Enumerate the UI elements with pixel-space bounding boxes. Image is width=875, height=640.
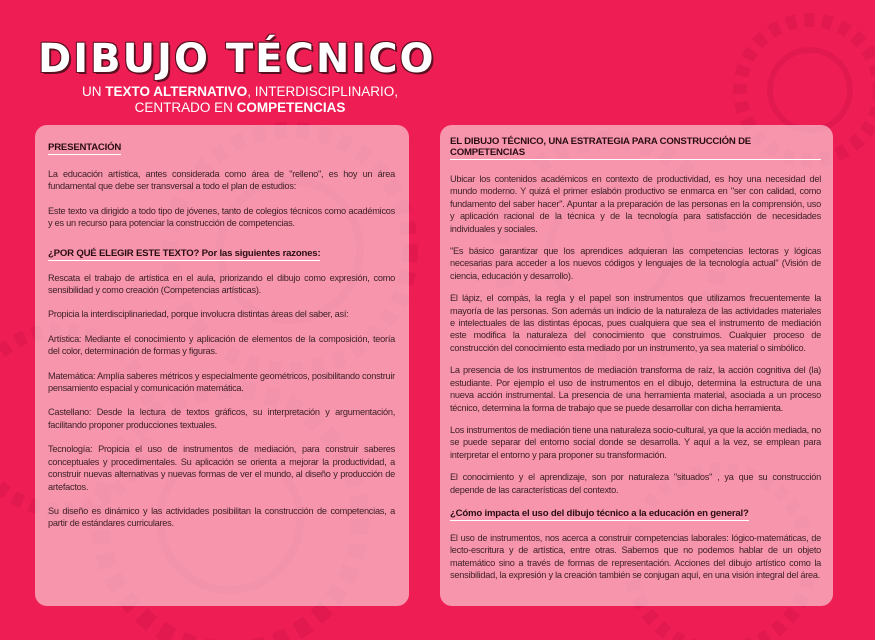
- page-title: DIBUJO TÉCNICO: [38, 36, 436, 82]
- subtitle-emphasis: TEXTO ALTERNATIVO: [105, 84, 248, 99]
- section-heading-presentacion: PRESENTACIÓN: [48, 142, 122, 153]
- section-heading-estrategia: EL DIBUJO TÉCNICO, UNA ESTRATEGIA PARA CONSTRUCCIÓN DE COMPETENCIAS: [450, 136, 821, 160]
- subtitle-text: CENTRADO EN: [134, 100, 237, 115]
- left-panel: [35, 125, 409, 606]
- page-subtitle: [70, 84, 410, 116]
- paragraph: Ubicar los contenidos académicos en contexto de productividad, es hoy una necesidad del mundo moderno. Y quizá el primer eslabón productivo se enmarca en "ser con calidad, como fundamento del saber hacer". Apuntar a la preparación de las personas en la comprensión, uso y aplicación racional de la técnica y de la tecnología para satisfacción de necesidades individuales y sociales.: [450, 174, 821, 234]
- section-heading-por-que: ¿POR QUÉ ELEGIR ESTE TEXTO? Por las siguientes razones:: [48, 247, 321, 259]
- paragraph: El conocimiento y el aprendizaje, son por naturaleza "situados" , ya que su construcción depende de las características del contexto.: [450, 472, 821, 495]
- section-heading-impacto: ¿Cómo impacta el uso del dibujo técnico a la educación en general?: [450, 507, 749, 519]
- paragraph: Propicia la interdisciplinariedad, porque involucra distintas áreas del saber, así:: [48, 309, 349, 320]
- paragraph: Artística: Mediante el conocimiento y aplicación de elementos de la composición, teoría del color, determinación de formas y figuras.: [48, 333, 395, 357]
- subtitle-text: , INTERDISCIPLINARIO,: [247, 84, 399, 99]
- paragraph: Matemática: Amplía saberes métricos y especialmente geométricos, posibilitando construir pensamiento espacial y comunicación matemática.: [48, 370, 395, 394]
- subtitle-emphasis: COMPETENCIAS: [236, 100, 346, 115]
- paragraph: Tecnología: Propicia el uso de instrumentos de mediación, para construir saberes conceptuales y procedimentales. Su aplicación se orienta a mejorar la productividad, a construir nuevas alternativas y nuevas formas de ver el mundo, al diseño y producción de artefactos.: [48, 444, 395, 492]
- paragraph: La presencia de los instrumentos de mediación transforma de raíz, la acción cognitiva del (la) estudiante. Por ejemplo el uso de instrumentos en el dibujo, determina la estructura de una nueva acción instrumental. La presencia de una herramienta material, asociada a un proceso técnico, determina la forma de trabajo que se puede desarrollar con dicha herramienta.: [450, 365, 821, 413]
- paragraph: El lápiz, el compás, la regla y el papel son instrumentos que utilizamos frecuentemente la mayoría de las personas. Son además un indicio de la naturaleza de las actividades materiales e intelectuales de las distintas épocas, pues cualquiera que sea el instrumento de mediación este modifica la naturaleza del conocimiento que construimos. Cualquier proceso de construcción del conocimiento esta mediado por un instrumento, ya sea material o simbólico.: [450, 293, 821, 353]
- paragraph: Los instrumentos de mediación tiene una naturaleza socio-cultural, ya que la acción mediada, no se puede separar del entorno social donde se desarrolla. Y aquí a la vez, se emplean para interpretar el entorno y para proponer su transformación.: [450, 424, 821, 460]
- paragraph: Castellano: Desde la lectura de textos gráficos, su interpretación y argumentación, facilitando proponer producciones textuales.: [48, 407, 395, 430]
- paragraph: Este texto va dirigido a todo tipo de jóvenes, tanto de colegios técnicos como académicos y es un recurso para potenciar la construcción de competencias.: [48, 205, 395, 229]
- paragraph: Rescata el trabajo de artística en el aula, priorizando el dibujo como expresión, como sensibilidad y como creación (Competencias artísticas).: [48, 272, 395, 296]
- paragraph: "Es básico garantizar que los aprendices adquieran las competencias lectoras y lógicas necesarias para acceder a los nuevos códigos y lenguajes de la tecnología actual" (Visión de ciencia, educación y desarrollo).: [450, 246, 821, 281]
- subtitle-text: UN: [81, 84, 106, 99]
- paragraph: El uso de instrumentos, nos acerca a construir competencias laborales: lógico-matemáticas, de lecto-escritura y de artística, entre otras. Sabemos que no podemos hablar de un objeto matemático sino a través de formas de representación. Acciones del dibujo artístico como la sensibilidad, la expresión y la creación también se conjugan aquí, en una visión integral del área.: [450, 532, 821, 581]
- paragraph: La educación artística, antes considerada como área de "relleno", es hoy un área fundamental que debe ser transversal a todo el plan de estudios:: [48, 169, 395, 192]
- paragraph: Su diseño es dinámico y las actividades posibilitan la construcción de competencias, a partir de estándares curriculares.: [48, 505, 395, 529]
- right-panel: [440, 125, 833, 606]
